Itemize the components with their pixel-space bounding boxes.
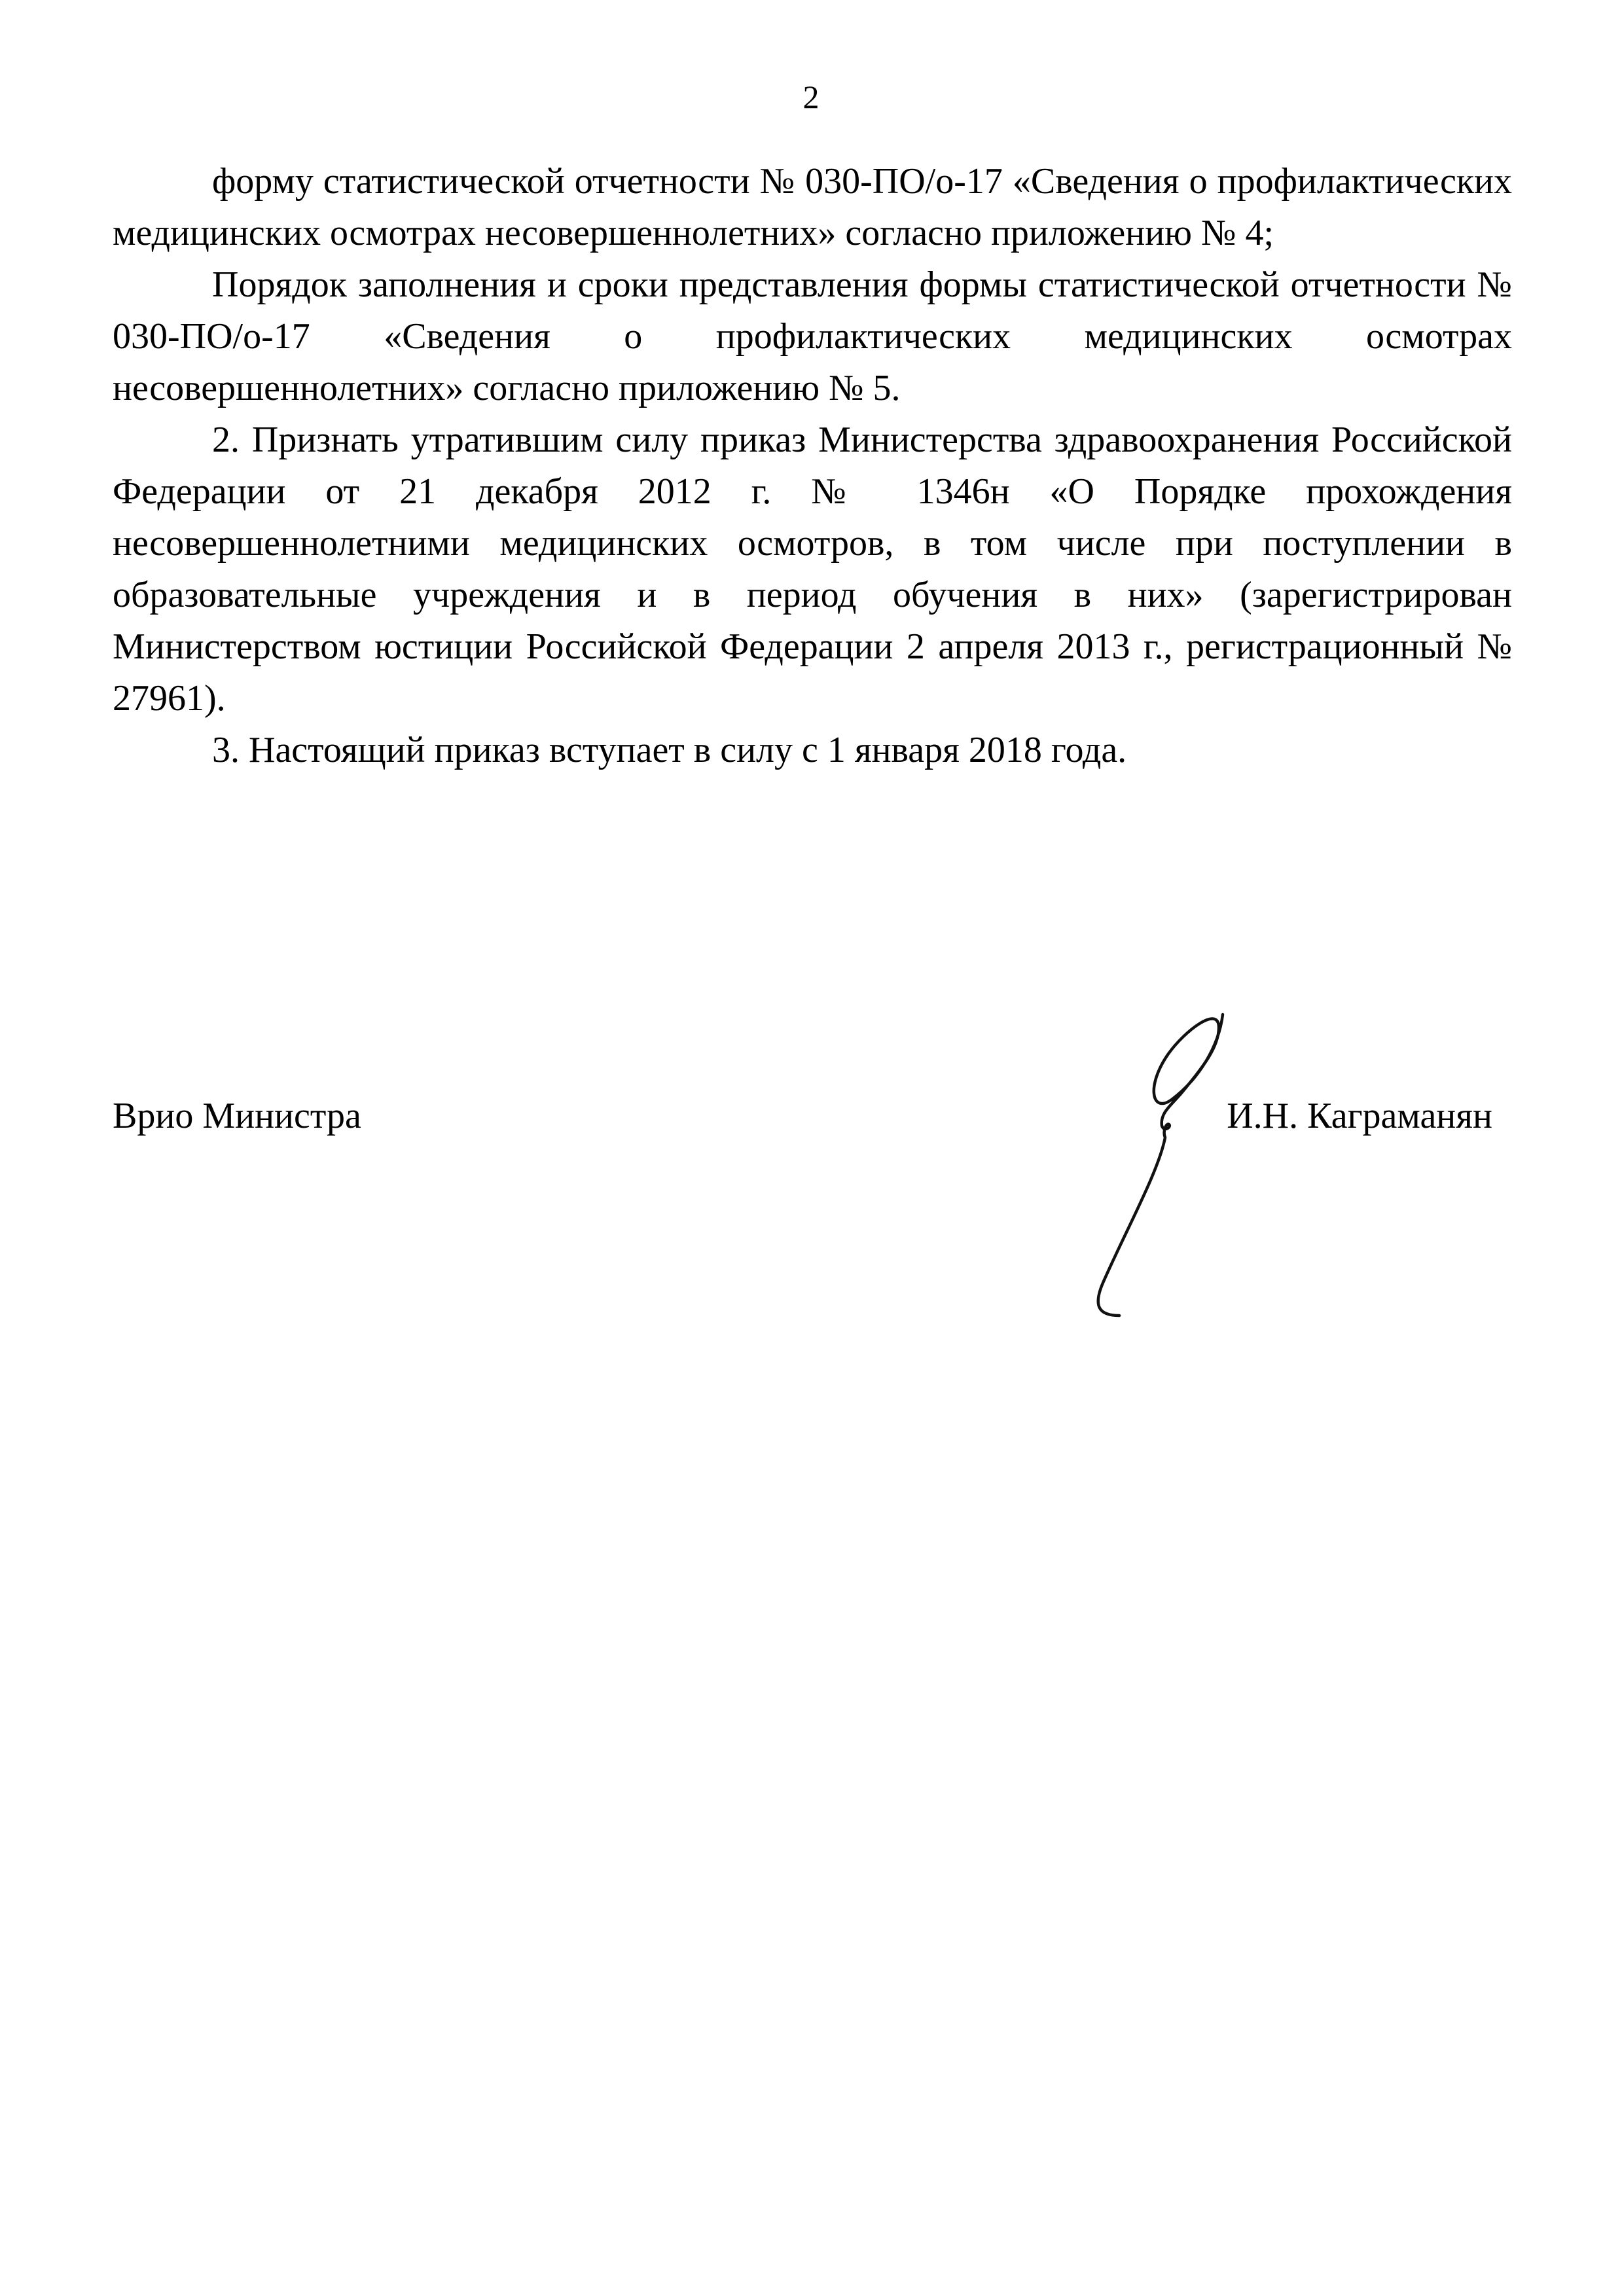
paragraph-filling-procedure: Порядок заполнения и сроки представления формы статистической отчетности № 030-ПО/о-17 «Сведения о профилактических медицинских осмотрах несовершеннолетних» согласно приложению № 5. bbox=[113, 264, 1512, 408]
paragraph-form-reference: форму статистической отчетности № 030-ПО/о-17 «Сведения о профилактических медицинских осмотрах несовершеннолетних» согласно приложению № 4; bbox=[113, 161, 1512, 253]
signature-block bbox=[113, 1090, 1512, 1143]
signatory-title: Врио Министра bbox=[113, 1096, 361, 1136]
paragraph-effective-date: 3. Настоящий приказ вступает в силу с 1 января 2018 года. bbox=[212, 730, 1127, 770]
signatory-name: И.Н. Каграманян bbox=[1227, 1096, 1492, 1136]
handwritten-signature bbox=[1047, 1008, 1244, 1335]
document-body bbox=[113, 156, 1512, 776]
page-number: 2 bbox=[802, 79, 820, 115]
paragraph-repeal-order: 2. Признать утратившим силу приказ Министерства здравоохранения Российской Федерации от 21 декабря 2012 г. № 1346н «О Порядке прохождения несовершеннолетними медицинских осмотров, в том числе при поступлении в образовательные учреждения и в период обучения в них» (зарегистрирован Министерством юстиции Российской Федерации 2 апреля 2013 г., регистрационный № 27961). bbox=[113, 420, 1512, 719]
